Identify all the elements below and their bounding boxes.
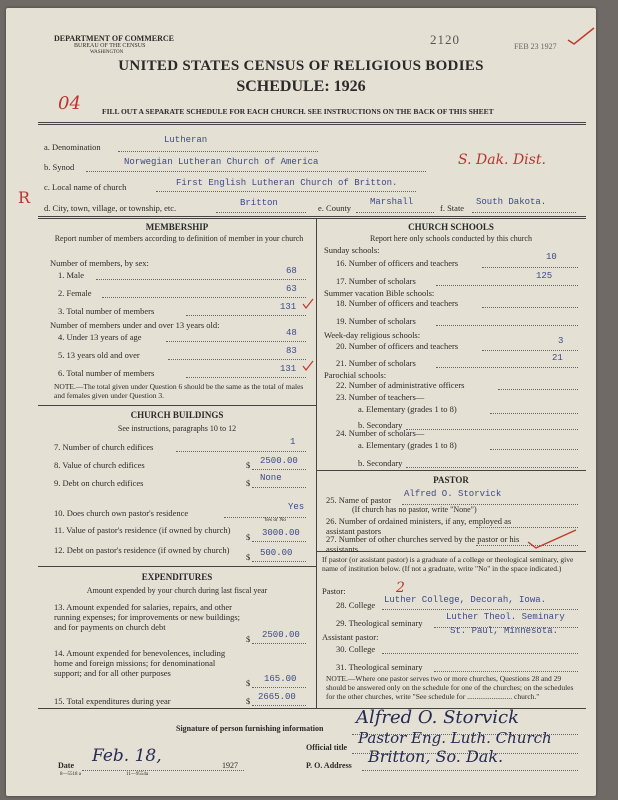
q8-dollar: $ [246, 460, 251, 470]
form-number-2: 11—9554a [126, 772, 149, 777]
state-value: South Dakota. [476, 197, 547, 207]
q24-label: 24. Number of scholars— [336, 428, 425, 438]
weekday-label: Week-day religious schools: [324, 330, 421, 340]
red-r-annotation: R [18, 188, 31, 207]
q28-value: Luther College, Decorah, Iowa. [384, 595, 547, 605]
q12-dollar: $ [246, 552, 251, 562]
q5-label: 5. 13 years old and over [58, 350, 140, 360]
synod-label: b. Synod [44, 162, 75, 172]
q28-label: 28. College [336, 600, 376, 610]
q6-label: 6. Total number of members [58, 368, 155, 378]
denomination-label: a. Denomination [44, 142, 101, 152]
pastor-note: NOTE.—Where one pastor serves two or more churches, Questions 28 and 29 should be answered only on the schedule for one of the churches; on the schedules for the other churches, write "See schedule for ........................ church." [326, 674, 574, 701]
summer-label: Summer vacation Bible schools: [324, 288, 435, 298]
q11-dollar: $ [246, 532, 251, 542]
q3-label: 3. Total number of members [58, 306, 155, 316]
q23a-label: a. Elementary (grades 1 to 8) [358, 404, 457, 414]
q13-label: 13. Amount expended for salaries, repairs, and other running expenses; for improvements or new buildings; and for payments on church debt [54, 602, 241, 632]
q30-label: 30. College [336, 644, 376, 654]
q1-value: 68 [286, 266, 297, 276]
q23b-label: b. Secondary [358, 420, 403, 430]
membership-heading: MEMBERSHIP [145, 222, 209, 232]
state-label: f. State [440, 203, 465, 213]
local-name-label: c. Local name of church [44, 182, 127, 192]
check-mark-icon [526, 528, 578, 550]
po-address-value: Britton, So. Dak. [368, 747, 504, 766]
q21-label: 21. Number of scholars [336, 358, 416, 368]
membership-note: NOTE.—The total given under Question 6 should be the same as the total of males and females given under Question 3. [54, 382, 304, 400]
q29-label: 29. Theological seminary [336, 618, 423, 628]
q24b-label: b. Secondary [358, 458, 403, 468]
q9-label: 9. Debt on church edifices [54, 478, 144, 488]
buildings-heading: CHURCH BUILDINGS [130, 410, 224, 420]
schools-intro: Report here only schools conducted by this church [370, 234, 532, 243]
city-label: WASHINGTON [90, 50, 124, 55]
q25-label: 25. Name of pastor [326, 495, 392, 505]
graduate-note: If pastor (or assistant pastor) is a graduate of a college or theological seminary, give name of institution below. (If not a graduate, write "No" in the space indicated.) [322, 555, 574, 573]
q23-label: 23. Number of teachers— [336, 392, 425, 402]
members-by-age-label: Number of members under and over 13 years old: [50, 320, 220, 330]
schools-heading: CHURCH SCHOOLS [408, 222, 494, 232]
schedule-title: SCHEDULE: 1926 [236, 78, 366, 95]
city-town-label: d. City, town, village, or township, etc. [44, 203, 177, 213]
pastor-heading: PASTOR [433, 475, 469, 485]
membership-intro: Report number of members according to definition of member in your church [54, 234, 304, 243]
check-mark-icon [566, 26, 596, 46]
q16-label: 16. Number of officers and teachers [336, 258, 459, 268]
q8-value: 2500.00 [260, 456, 298, 466]
form-number: 8—5518 a [60, 772, 81, 777]
q19-label: 19. Number of scholars [336, 316, 416, 326]
q11-label: 11. Value of pastor's residence (if owned by church) [54, 525, 231, 535]
q7-value: 1 [290, 437, 296, 447]
bureau-label: BUREAU OF THE CENSUS [74, 43, 146, 49]
denomination-value: Lutheran [164, 135, 208, 145]
q20-label: 20. Number of officers and teachers [336, 341, 459, 351]
q4-label: 4. Under 13 years of age [58, 332, 142, 342]
q11-value: 3000.00 [262, 528, 300, 538]
q13-dollar: $ [246, 634, 251, 644]
q1-label: 1. Male [58, 270, 84, 280]
members-by-sex-label: Number of members, by sex: [50, 258, 149, 268]
district-red-annotation: S. Dak. Dist. [458, 152, 546, 168]
check-mark-icon [302, 360, 314, 372]
q8-label: 8. Value of church edifices [54, 460, 145, 470]
year-label: 1927 [222, 761, 238, 770]
q17-value: 125 [536, 271, 553, 281]
q16-value: 10 [546, 252, 557, 262]
q17-label: 17. Number of scholars [336, 276, 416, 286]
yes-or-no-label: Yes or No [264, 517, 287, 523]
q29-value-line1: Luther Theol. Seminary [446, 612, 565, 622]
q24a-label: a. Elementary (grades 1 to 8) [358, 440, 457, 450]
q6-value: 131 [280, 364, 297, 374]
q4-value: 48 [286, 328, 297, 338]
q12-value: 500.00 [260, 548, 293, 558]
q18-label: 18. Number of officers and teachers [336, 298, 459, 308]
official-title-value: Pastor Eng. Luth. Church [358, 729, 552, 747]
q15-dollar: $ [246, 696, 251, 706]
county-label: e. County [318, 203, 352, 213]
q14-label: 14. Amount expended for benevolences, including home and foreign missions; for denominational support; and for all other purposes [54, 648, 226, 678]
q10-value: Yes [288, 502, 305, 512]
census-schedule-sheet [6, 8, 596, 796]
signature-value: Alfred O. Storvick [356, 707, 519, 728]
q22-label: 22. Number of administrative officers [336, 380, 465, 390]
q27-red-value: 2 [396, 580, 405, 596]
city-town-value: Britton [240, 198, 278, 208]
q25-note: (If church has no pastor, write "None") [352, 505, 477, 514]
q2-value: 63 [286, 284, 297, 294]
sunday-label: Sunday schools: [324, 245, 380, 255]
local-name-value: First English Lutheran Church of Britton. [176, 178, 398, 188]
q5-value: 83 [286, 346, 297, 356]
synod-value: Norwegian Lutheran Church of America [124, 157, 319, 167]
q7-label: 7. Number of church edifices [54, 442, 154, 452]
q31-label: 31. Theological seminary [336, 662, 423, 672]
q20-value: 3 [558, 336, 564, 346]
buildings-intro: See instructions, paragraphs 10 to 12 [117, 424, 237, 433]
official-title-label: Official title [306, 743, 348, 752]
q27-label: 27. Number of other churches served by the pastor or his assistants [326, 534, 520, 554]
q14-dollar: $ [246, 678, 251, 688]
q13-value: 2500.00 [262, 630, 300, 640]
q3-value: 131 [280, 302, 297, 312]
q9-dollar: $ [246, 478, 251, 488]
q21-value: 21 [552, 353, 563, 363]
q9-value: None [260, 473, 282, 483]
q29-value-line2: St. Paul, Minnesota. [450, 626, 559, 636]
expenditures-intro: Amount expended by your church during last fiscal year [86, 586, 268, 595]
q10-label: 10. Does church own pastor's residence [54, 508, 189, 518]
q15-value: 2665.00 [258, 692, 296, 702]
form-title: UNITED STATES CENSUS OF RELIGIOUS BODIES [118, 58, 484, 74]
assistant-sub-label: Assistant pastor: [322, 632, 379, 642]
received-stamp: FEB 23 1927 [514, 42, 557, 51]
parochial-label: Parochial schools: [324, 370, 387, 380]
pastor-sub-label: Pastor: [322, 586, 346, 596]
q26-label: 26. Number of ordained ministers, if any, employed as assistant pastors [326, 516, 512, 536]
red-number-annotation: 04 [58, 93, 81, 114]
serial-number: 2120 [430, 32, 460, 47]
q2-label: 2. Female [58, 288, 92, 298]
q15-label: 15. Total expenditures during year [54, 696, 171, 706]
q25-value: Alfred O. Storvick [404, 489, 502, 499]
county-value: Marshall [370, 197, 414, 207]
expenditures-heading: EXPENDITURES [141, 572, 213, 582]
po-address-label: P. O. Address [306, 761, 352, 770]
date-label: Date [58, 761, 74, 770]
signature-label: Signature of person furnishing information [176, 724, 324, 733]
dept-label: DEPARTMENT OF COMMERCE [54, 34, 175, 43]
q14-value: 165.00 [264, 674, 297, 684]
q12-label: 12. Debt on pastor's residence (if owned by church) [54, 545, 230, 555]
instruction-line: FILL OUT A SEPARATE SCHEDULE FOR EACH CHURCH. SEE INSTRUCTIONS ON THE BACK OF THIS SHEET [102, 107, 494, 116]
check-mark-icon [302, 298, 314, 310]
date-value: Feb. 18, [92, 746, 162, 766]
